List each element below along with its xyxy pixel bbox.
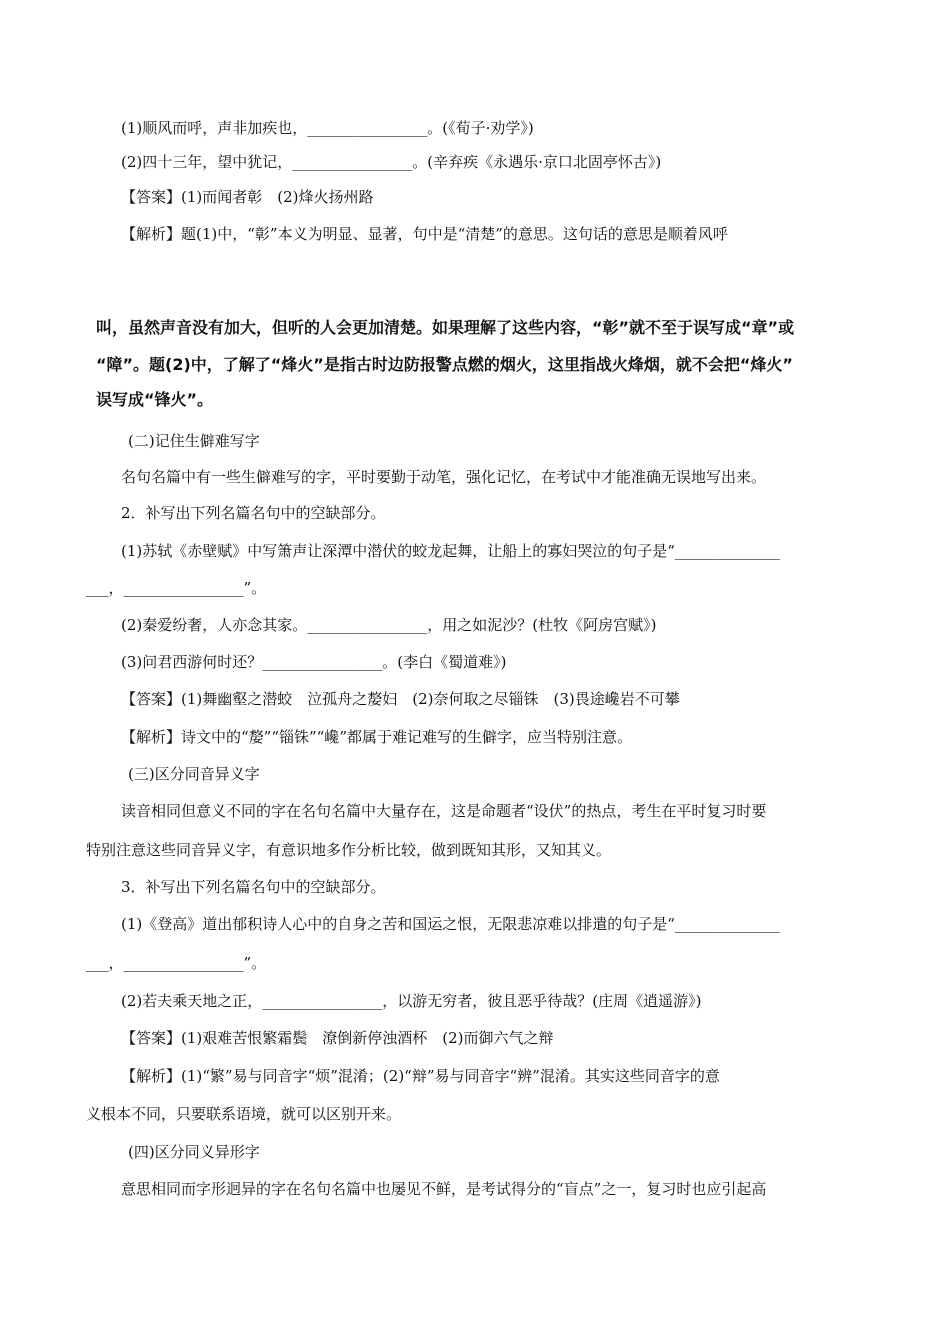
paragraph-line: 意思相同而字形迥异的字在名句名篇中也屡见不鲜，是考试得分的“盲点”之一，复习时也应引起高 xyxy=(121,1180,767,1198)
section-heading: (三)区分同音异义字 xyxy=(128,765,260,783)
question-line: ___，________________”。 xyxy=(86,954,267,972)
analysis-continued-line: 叫，虽然声音没有加大，但听的人会更加清楚。如果理解了这些内容，“彰”就不至于误写成“章”或 xyxy=(96,318,795,337)
analysis-line: 【解析】(1)“繁”易与同音字“烦”混淆；(2)“辩”易与同音字“辨”混淆。其实这些同音字的意 xyxy=(121,1067,720,1085)
question-heading: 2．补写出下列名篇名句中的空缺部分。 xyxy=(121,504,386,522)
answer-line: 【答案】(1)而闻者彰 (2)烽火扬州路 xyxy=(121,188,374,206)
question-heading: 3．补写出下列名篇名句中的空缺部分。 xyxy=(121,878,386,896)
section-heading: (四)区分同义异形字 xyxy=(128,1143,260,1161)
section-heading: (二)记住生僻难写字 xyxy=(128,432,260,450)
analysis-continued-line: 误写成“锋火”。 xyxy=(96,390,214,409)
analysis-line: 【解析】题(1)中，“彰”本义为明显、显著，句中是“清楚”的意思。这句话的意思是顺着风呼 xyxy=(121,225,728,243)
paragraph-line: 特别注意这些同音异义字，有意识地多作分析比较，做到既知其形，又知其义。 xyxy=(86,841,612,859)
question-line: (2)秦爱纷奢，人亦念其家。________________，用之如泥沙？(杜牧《阿房宫赋》) xyxy=(121,616,657,634)
paragraph-line: 名句名篇中有一些生僻难写的字，平时要勤于动笔，强化记忆，在考试中才能准确无误地写出来。 xyxy=(121,468,767,486)
analysis-line: 【解析】诗文中的“嫠”“锱铢”“巉”都属于难记难写的生僻字，应当特别注意。 xyxy=(121,728,633,746)
question-line-1: (1)顺风而呼，声非加疾也，________________。(《荀子·劝学》) xyxy=(121,119,534,137)
question-line: (3)问君西游何时还？________________。(李白《蜀道难》) xyxy=(121,653,507,671)
question-line: ___，________________”。 xyxy=(86,579,267,597)
question-line-2: (2)四十三年，望中犹记，________________。(辛弃疾《永遇乐·京口北固亭怀古》) xyxy=(121,153,662,171)
question-line: (1)《登高》道出郁积诗人心中的自身之苦和国运之恨，无限悲凉难以排遣的句子是“______________ xyxy=(121,915,780,933)
paragraph-line: 读音相同但意义不同的字在名句名篇中大量存在，这是命题者“设伏”的热点，考生在平时复习时要 xyxy=(121,802,767,820)
answer-line: 【答案】(1)艰难苦恨繁霜鬓 潦倒新停浊酒杯 (2)而御六气之辩 xyxy=(121,1029,554,1047)
analysis-continued-line: “障”。题(2)中，了解了“烽火”是指古时边防报警点燃的烟火，这里指战火烽烟，就不会把“烽火” xyxy=(96,355,793,374)
question-line: (1)苏轼《赤壁赋》中写箫声让深潭中潜伏的蛟龙起舞，让船上的寡妇哭泣的句子是“______________ xyxy=(121,542,780,560)
analysis-line: 义根本不同，只要联系语境，就可以区别开来。 xyxy=(86,1105,402,1123)
answer-line: 【答案】(1)舞幽壑之潜蛟 泣孤舟之嫠妇 (2)奈何取之尽锱铢 (3)畏途巉岩不可攀 xyxy=(121,690,680,708)
question-line: (2)若夫乘天地之正，________________，以游无穷者，彼且恶乎待哉？(庄周《逍遥游》) xyxy=(121,992,702,1010)
